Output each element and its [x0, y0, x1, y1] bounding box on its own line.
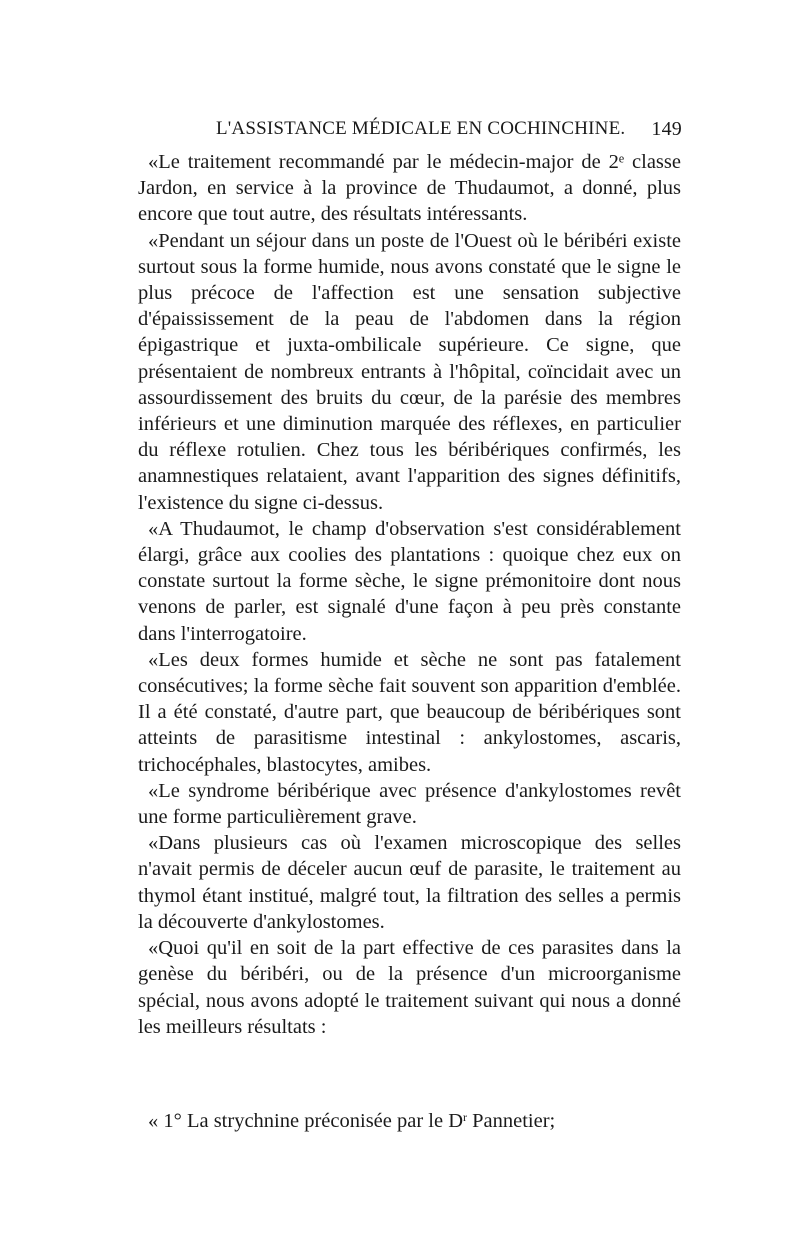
list-item-text-end: Pannetier; — [467, 1110, 556, 1132]
paragraph-7: «Quoi qu'il en soit de la part effective de ces parasites dans la genèse du béribéri, ou de la présence d'un microorganisme spécial, nous avons adopté le traitement suivant qui nous a donné les meilleurs résultats : — [138, 937, 681, 1038]
running-title: L'ASSISTANCE MÉDICALE EN COCHINCHINE. — [216, 118, 626, 139]
list-item — [148, 1104, 681, 1134]
paragraph-3: «A Thudaumot, le champ d'observation s'est considérablement élargi, grâce aux coolies des plantations : quoique chez eux on constate surtout la forme sèche, le signe prémonitoire dont nous venons de parler, est signalé d'une façon à peu près constante dans l'interrogatoire. — [138, 517, 681, 645]
paragraph-5: «Le syndrome béribérique avec présence d'ankylostomes revêt une forme particulièrement grave. — [138, 779, 681, 829]
list-item-text: La strychnine préconisée par le D — [186, 1110, 464, 1132]
paragraph-1: «Le traitement recommandé par le médecin-major de 2ᵉ classe Jardon, en service à la province de Thudaumot, a donné, plus encore que tout autre, des résultats intéressants. — [138, 151, 681, 226]
paragraph-2: «Pendant un séjour dans un poste de l'Ouest où le béribéri existe surtout sous la forme humide, nous avons constaté que le signe le plus précoce de l'affection est une sensation subjective d'épaississement de la peau de l'abdomen dans la région épigastrique et juxta-ombilicale supérieure. Ce signe, que présentaient de nombreux entrants à l'hôpital, coïncidait avec un assourdissement des bruits du cœur, de la parésie des membres inférieurs et une diminution marquée des réflexes, en particulier du réflexe rotulien. Chez tous les béribériques confirmés, les anamnestiques relataient, avant l'apparition des signes définitifs, l'existence du signe ci-dessus. — [138, 229, 681, 514]
paragraph-4: «Les deux formes humide et sèche ne sont pas fatalement consécutives; la forme sèche fait souvent son apparition d'emblée. Il a été constaté, d'autre part, que beaucoup de béribériques sont atteints de parasitisme intestinal : ankylostomes, ascaris, trichocéphales, blastocytes, amibes. — [138, 648, 681, 776]
body-text — [138, 149, 681, 1040]
page-number: 149 — [651, 118, 682, 140]
paragraph-6: «Dans plusieurs cas où l'examen microscopique des selles n'avait permis de déceler aucun œuf de parasite, le traitement au thymol étant institué, malgré tout, la filtration des selles a permis la découverte d'ankylostomes. — [138, 832, 681, 933]
running-head — [138, 118, 682, 142]
list-item-superscript: r — [463, 1110, 468, 1124]
list-item-prefix: « 1° — [148, 1110, 182, 1132]
